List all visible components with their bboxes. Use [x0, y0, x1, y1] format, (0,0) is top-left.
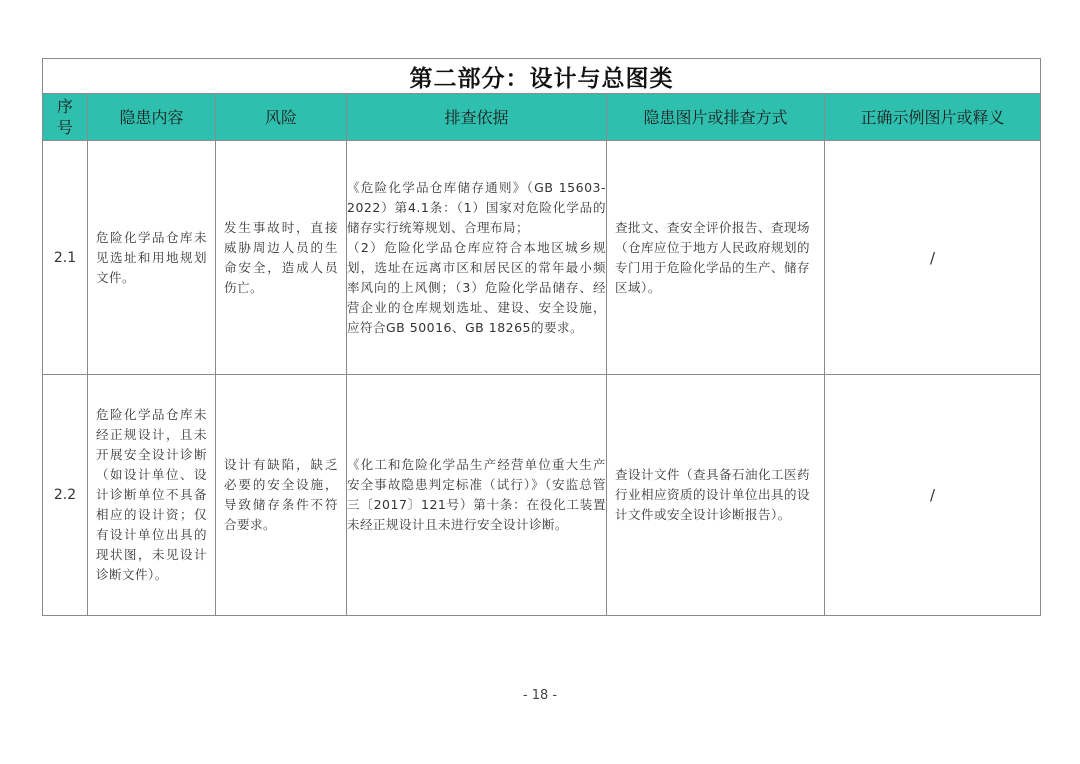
header-row	[43, 94, 1041, 141]
table-row	[43, 141, 1041, 375]
row-example: /	[825, 375, 1041, 616]
table-row	[43, 375, 1041, 616]
row-risk: 发生事故时，直接威胁周边人员的生命安全，造成人员伤亡。	[216, 141, 347, 375]
row-basis: 《危险化学品仓库储存通则》（GB 15603-2022）第4.1条：（1）国家对危险化学品的储存实行统筹规划、合理布局； （2）危险化学品仓库应符合本地区城乡规划，选址在远离市区和居民区的常年最小频率风向的上风侧；（3）危险化学品储存、经营企业的仓库规划选址、建设、安全设施，应符合GB 50016、GB 18265的要求。	[347, 141, 607, 375]
header-example: 正确示例图片或释义	[825, 94, 1041, 141]
page-number: - 18 -	[522, 688, 558, 703]
header-risk: 风险	[216, 94, 347, 141]
hazard-table	[42, 58, 1041, 616]
header-hazard: 隐患内容	[88, 94, 216, 141]
title-row	[43, 59, 1041, 94]
row-id: 2.2	[43, 375, 88, 616]
header-method: 隐患图片或排查方式	[607, 94, 825, 141]
row-method: 查设计文件（查具备石油化工医药行业相应资质的设计单位出具的设计文件或安全设计诊断报告）。	[607, 375, 825, 616]
row-hazard: 危险化学品仓库未经正规设计，且未开展安全设计诊断（如设计单位、设计诊断单位不具备相应的设计资；仅有设计单位出具的现状图，未见设计诊断文件）。	[88, 375, 216, 616]
row-method: 查批文、查安全评价报告、查现场（仓库应位于地方人民政府规划的专门用于危险化学品的生产、储存区域）。	[607, 141, 825, 375]
row-hazard: 危险化学品仓库未见选址和用地规划文件。	[88, 141, 216, 375]
row-id: 2.1	[43, 141, 88, 375]
table-title: 第二部分：设计与总图类	[43, 59, 1041, 94]
row-basis: 《化工和危险化学品生产经营单位重大生产安全事故隐患判定标准（试行）》（安监总管三〔2017〕121号）第十条：在役化工装置未经正规设计且未进行安全设计诊断。	[347, 375, 607, 616]
header-basis: 排查依据	[347, 94, 607, 141]
row-risk: 设计有缺陷，缺乏必要的安全设施，导致储存条件不符合要求。	[216, 375, 347, 616]
row-example: /	[825, 141, 1041, 375]
header-id: 序号	[43, 94, 88, 141]
